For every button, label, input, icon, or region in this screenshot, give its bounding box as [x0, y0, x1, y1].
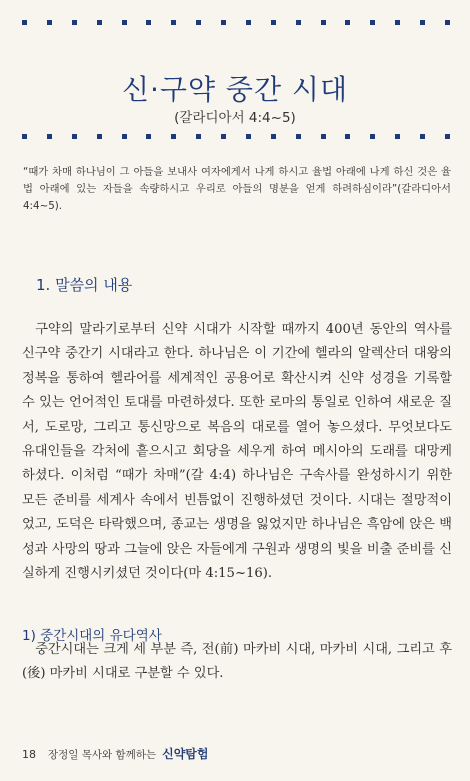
page-number: 18 [22, 748, 36, 761]
footer-author: 장정일 목사와 함께하는 [48, 749, 157, 761]
decorative-dot-row-bottom [22, 134, 450, 139]
chapter-subtitle: (갈라디아서 4:4~5) [174, 110, 296, 126]
section-body: 구약의 말라기로부터 신약 시대가 시작할 때까지 400년 동안의 역사를 신구약 중간기 시대라고 한다. 하나님은 이 기간에 헬라의 알렉산더 대왕의 정복을 통하여 헬라어를 세계적인 공용어로 확산시켜 신약 성경을 기록할 수 있는 언어적인 토대를 마련하셨다. 또한 로마의 통일로 인하여 새로운 질서, 도로망, 그리고 통신망으로 복음의 대로를 열어 놓으셨다. 무엇보다도 유대인들을 각처에 흩으시고 회당을 세우게 하여 메시아의 도래를 대망케 하셨다. 이처럼 “때가 차매”(갈 4:4) 하나님은 구속사를 완성하시기 위한 모든 준비를 세계사 속에서 빈틈없이 진행하셨던 것이다. 시대는 절망적이었고, 도덕은 타락했으며, 종교는 생명을 잃었지만 하나님은 흑암에 앉은 백성과 사망의 땅과 그늘에 앉은 자들에게 구원과 생명의 빛을 비출 준비를 신실하게 진행시키셨던 것이다(마 4:15~16). [22, 322, 452, 582]
chapter-title: 신·구약 중간 시대 [121, 73, 349, 106]
section-heading: 1. 말씀의 내용 [36, 276, 133, 294]
page-footer [22, 745, 208, 762]
decorative-dot-row-top [22, 20, 450, 25]
footer-book-title: 신약탐험 [162, 747, 209, 761]
subsection-body: 중간시대는 크게 세 부분 즉, 전(前) 마카비 시대, 마카비 시대, 그리고 후(後) 마카비 시대로 구분할 수 있다. [22, 642, 452, 682]
subsection-heading: 1) 중간시대의 유다역사 [22, 628, 162, 644]
scripture-quote: “때가 차매 하나님이 그 아들을 보내사 여자에게서 나게 하시고 율법 아래에 나게 하신 것은 율법 아래에 있는 자들을 속량하시고 우리로 아들의 명분을 얻게 하려하심이라”(갈라디아서 4:4~5). [23, 166, 451, 212]
